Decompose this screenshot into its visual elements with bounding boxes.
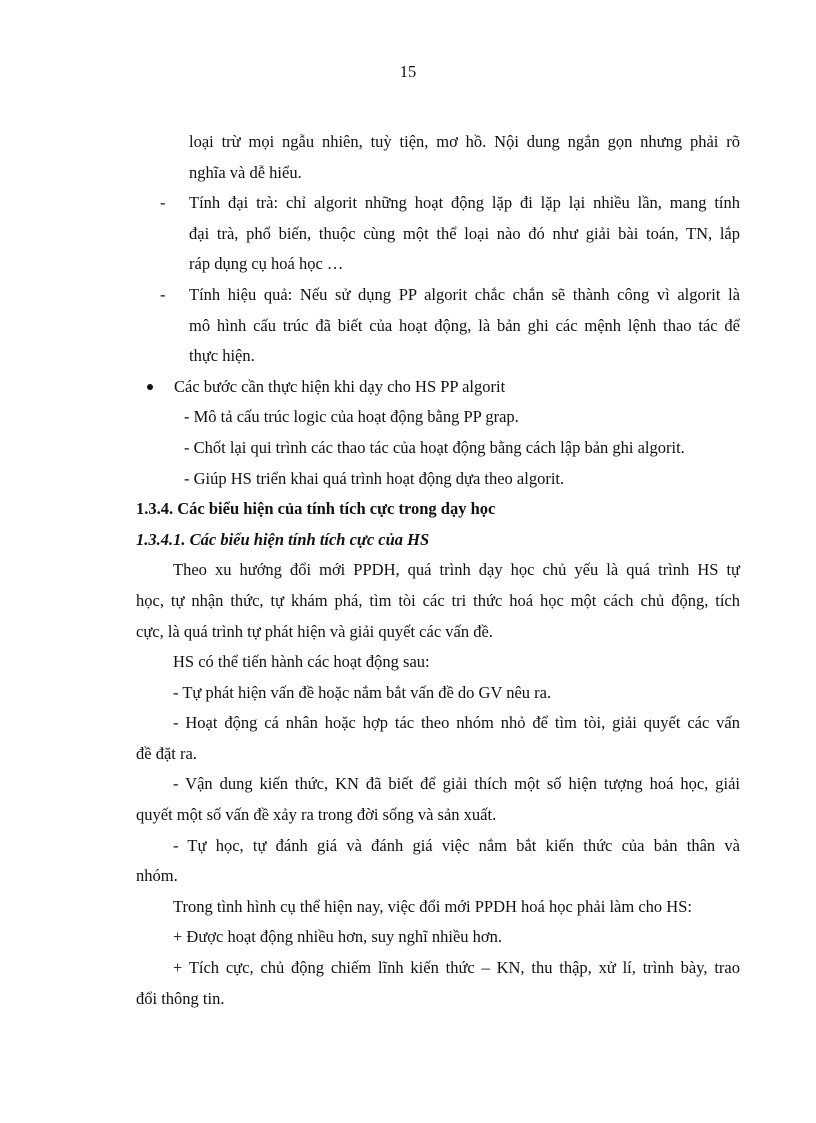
activity-item (136, 708, 740, 769)
text-line: nhóm. (136, 866, 178, 886)
requirement-item (136, 953, 740, 1014)
body-paragraph: Trong tình hình cụ thể hiện nay, việc đổi mới PPDH hoá học phải làm cho HS: (173, 896, 692, 916)
dash-list-item (136, 280, 740, 372)
step-line: - Mô tả cấu trúc logic của hoạt động bằng PP grap. (184, 407, 519, 427)
body-paragraph: HS có thể tiến hành các hoạt động sau: (173, 652, 430, 672)
dash-marker: - (160, 284, 166, 304)
intro-paragraph (189, 127, 740, 188)
text-line: - Vận dung kiến thức, KN đã biết để giải thích một số hiện tượng hoá học, giải (173, 774, 740, 794)
text-line: thực hiện. (189, 346, 255, 366)
text-line: đổi thông tin. (136, 988, 225, 1008)
text-line: học, tự nhận thức, tự khám phá, tìm tòi các tri thức hoá học một cách chủ động, tích (136, 590, 740, 610)
dash-list-item (136, 188, 740, 280)
step-line: - Giúp HS triển khai quá trình hoạt động dựa theo algorit. (184, 468, 565, 488)
page-number: 15 (399, 62, 417, 81)
text-line: + Tích cực, chủ động chiếm lĩnh kiến thức – KN, thu thập, xử lí, trình bày, trao (173, 958, 740, 978)
activity-item (136, 678, 740, 709)
body-paragraph (136, 555, 740, 647)
text-line: nghĩa và dễ hiểu. (189, 162, 302, 182)
text-line: - Tự phát hiện vấn đề hoặc nắm bắt vấn đề do GV nêu ra. (173, 682, 552, 702)
step-line: - Chốt lại qui trình các thao tác của hoạt động bằng cách lập bản ghi algorit. (184, 437, 685, 457)
text-line: đại trà, phổ biến, thuộc cùng một thể loại nào đó như giải bài toán, TN, lắp (189, 223, 740, 243)
section-subheading: 1.3.4.1. Các biểu hiện tính tích cực của HS (136, 529, 430, 549)
activity-item (136, 769, 740, 830)
text-line: Tính đại trà: chỉ algorit những hoạt động lặp đi lặp lại nhiều lần, mang tính (189, 193, 740, 213)
dash-marker: - (160, 193, 166, 213)
bullet-title: Các bước cần thực hiện khi dạy cho HS PP algorit (174, 376, 506, 396)
bullet-steps (184, 402, 740, 494)
page-content (136, 127, 740, 1014)
text-line: + Được hoạt động nhiều hơn, suy nghĩ nhiều hơn. (173, 927, 503, 947)
text-line: loại trừ mọi ngẫu nhiên, tuỳ tiện, mơ hồ. Nội dung ngắn gọn nhưng phải rõ (189, 132, 740, 151)
bullet-list-item (136, 372, 740, 403)
text-line: Tính hiệu quả: Nếu sử dụng PP algorit chắc chắn sẽ thành công vì algorit là (189, 284, 740, 304)
activity-item (136, 831, 740, 892)
text-line: cực, là quá trình tự phát hiện và giải quyết các vấn đề. (136, 621, 493, 641)
section-heading: 1.3.4. Các biểu hiện của tính tích cực trong dạy học (136, 499, 496, 519)
text-line: quyết một số vấn đề xảy ra trong đời sống và sản xuất. (136, 805, 497, 825)
requirement-item (136, 922, 740, 953)
bullet-icon (147, 384, 153, 390)
text-line: ráp dụng cụ hoá học … (189, 254, 344, 274)
text-line: - Tự học, tự đánh giá và đánh giá việc nắm bắt kiến thức của bản thân và (173, 835, 740, 855)
text-line: Theo xu hướng đổi mới PPDH, quá trình dạy học chủ yếu là quá trình HS tự (173, 560, 740, 580)
text-line: đề đặt ra. (136, 743, 197, 763)
text-line: mô hình cấu trúc đã biết của hoạt động, là bản ghi các mệnh lệnh thao tác để (189, 315, 740, 335)
text-line: - Hoạt động cá nhân hoặc hợp tác theo nhóm nhỏ để tìm tòi, giải quyết các vấn (173, 713, 740, 733)
